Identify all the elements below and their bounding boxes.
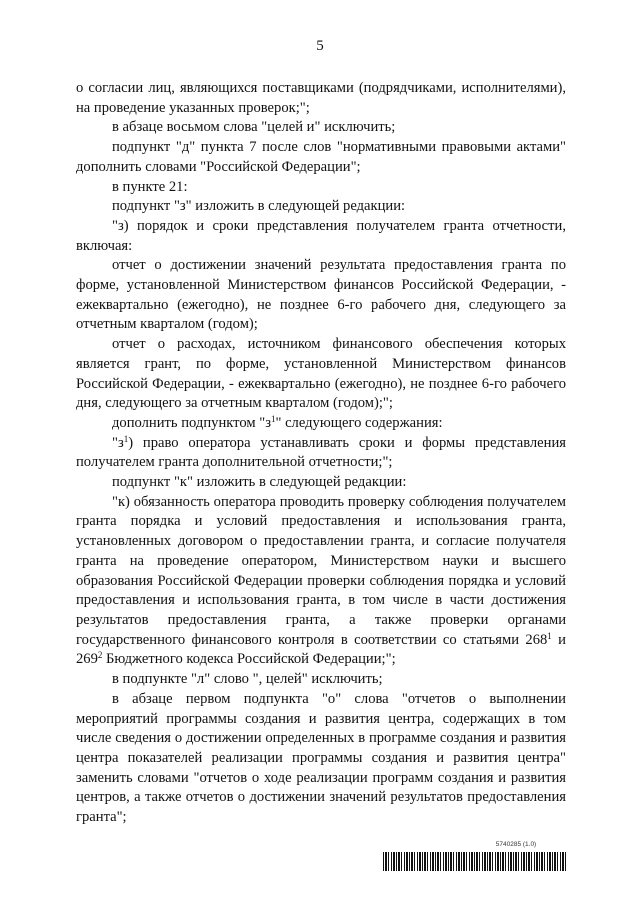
paragraph-13: в подпункте "л" слово ", целей" исключить; <box>112 671 383 688</box>
paragraph-10-text-b: ) право оператора устанавливать сроки и формы представления получателем гранта дополнительной отчетности;"; <box>76 434 566 471</box>
document-body <box>76 79 566 828</box>
paragraph-10-superscript: 1 <box>123 433 129 444</box>
paragraph-12-text-a: "к) обязанность оператора проводить проверку соблюдения получателем гранта порядка и условий предоставления и использования гранта, установленных договором о предоставлении гранта, и согласие получателя гранта на проведение оператором, Министерством науки и высшего образования Российской Федерации проверки соблюдения порядка и условий предоставления и использования гранта, в том числе в части достижения результатов предоставления гранта, а также проверки органами государственного финансового контроля в соответствии со статьями 268 <box>76 493 566 648</box>
paragraph-12-superscript-1: 1 <box>547 630 552 641</box>
paragraph-6: "з) порядок и сроки представления получателем гранта отчетности, включая: <box>76 217 566 254</box>
paragraph-4: в пункте 21: <box>112 178 188 195</box>
paragraph-1: о согласии лиц, являющихся поставщиками (подрядчиками, исполнителями), на проведение указанных проверок;"; <box>76 80 566 116</box>
paragraph-9-text-a: дополнить подпунктом "з <box>112 414 271 431</box>
paragraph-7: отчет о достижении значений результата предоставления гранта по форме, установленной Министерством финансов Российской Федерации, - ежеквартально (ежегодно), не позднее 6-го рабочего дня, следующего за отчетным кварталом (годом); <box>76 257 566 333</box>
paragraph-9-text-b: " следующего содержания: <box>275 414 443 431</box>
paragraph-10-text-a: "з <box>112 434 124 451</box>
paragraph-9 <box>76 414 566 434</box>
document-code: 5740285 (1.0) <box>495 841 537 848</box>
paragraph-5: подпункт "з" изложить в следующей редакции: <box>112 198 406 215</box>
paragraph-3: подпункт "д" пункта 7 после слов "нормативными правовыми актами" дополнить словами "Российской Федерации"; <box>76 139 566 175</box>
paragraph-12-text-c: Бюджетного кодекса Российской Федерации;"; <box>102 651 396 668</box>
paragraph-9-superscript: 1 <box>270 413 276 424</box>
paragraph-2: в абзаце восьмом слова "целей и" исключить; <box>112 119 396 136</box>
paragraph-12-superscript-2: 2 <box>97 650 103 661</box>
paragraph-12 <box>76 493 566 670</box>
page-number: 5 <box>316 38 324 54</box>
paragraph-11: подпункт "к" изложить в следующей редакции: <box>112 474 407 491</box>
paragraph-14: в абзаце первом подпункта "о" слова "отчетов о выполнении мероприятий программы создания и развития центра, содержащих в том числе сведения о достижении определенных в программе создания и развития центра показателей реализации программы создания и развития центра" заменить словами "отчетов о ходе реализации программ создания и развития центров, а также отчетов о достижении значений результатов предоставления гранта"; <box>76 690 566 826</box>
paragraph-10 <box>76 434 566 473</box>
paragraph-8: отчет о расходах, источником финансового обеспечения которых является грант, по форме, установленной Министерством финансов Российской Федерации, - ежеквартально (ежегодно), не позднее 6-го рабочего дня, следующего за отчетным кварталом (годом);"; <box>76 336 566 412</box>
paragraph-12-text-b: и 269 <box>76 631 566 668</box>
barcode <box>383 852 567 871</box>
